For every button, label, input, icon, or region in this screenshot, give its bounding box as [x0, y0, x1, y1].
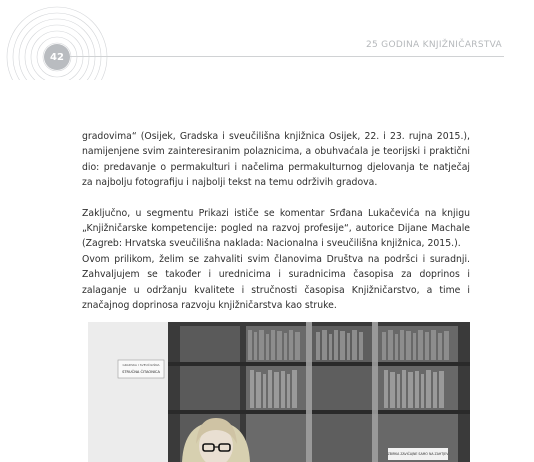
page-number-badge	[44, 44, 70, 70]
paragraph: Zaključno, u segmentu Prikazi ističe se komentar Srđana Lukačevića na knjigu „Knjižničarske kompetencije: pogled na razvoj profesije“, autorice Dijane Machale (Zagreb: Hrvatska sveučilišna naklada: Nacionalna i sveučilišna knjižnica, 2015.).	[82, 207, 470, 250]
page-number: 42	[50, 51, 64, 63]
svg-text:GRADSKA I SVEUČILIŠNA: GRADSKA I SVEUČILIŠNA	[122, 363, 160, 367]
library-photo-image	[88, 322, 470, 462]
body-text	[82, 129, 470, 313]
decorative-arcs	[0, 0, 140, 80]
header-rule	[70, 56, 504, 57]
book-label: ZBIRKA ZAVIČAJNE SAMO NA ZAHTJEV	[387, 452, 449, 456]
sign-text: STRUČNA ČITAONICA	[122, 370, 160, 374]
paragraph: Ovom prilikom, želim se zahvaliti svim članovima Društva na podršci i suradnji. Zahvaljujem se također i urednicima i suradnicima časopisa za doprinos i zalaganje u održanju kvalitete i stručnosti časopisa Knjižničarstvo, a time i značajnog doprinosa razvoju knjižničarstva kao struke.	[82, 253, 470, 312]
paragraph: gradovima“ (Osijek, Gradska i sveučilišna knjižnica Osijek, 22. i 23. rujna 2015.), namijenjene svim zainteresiranim polaznicima, a obuhvaćala je teorijski i praktični dio: predavanje o permakulturi i načelima permakulturnog djelovanja te natječaj za najbolju fotografiju i najbolji tekst na temu održivih gradova.	[82, 131, 470, 189]
library-photo	[88, 322, 470, 462]
running-title: 25 GODINA KNJIŽNIČARSTVA	[365, 40, 502, 50]
